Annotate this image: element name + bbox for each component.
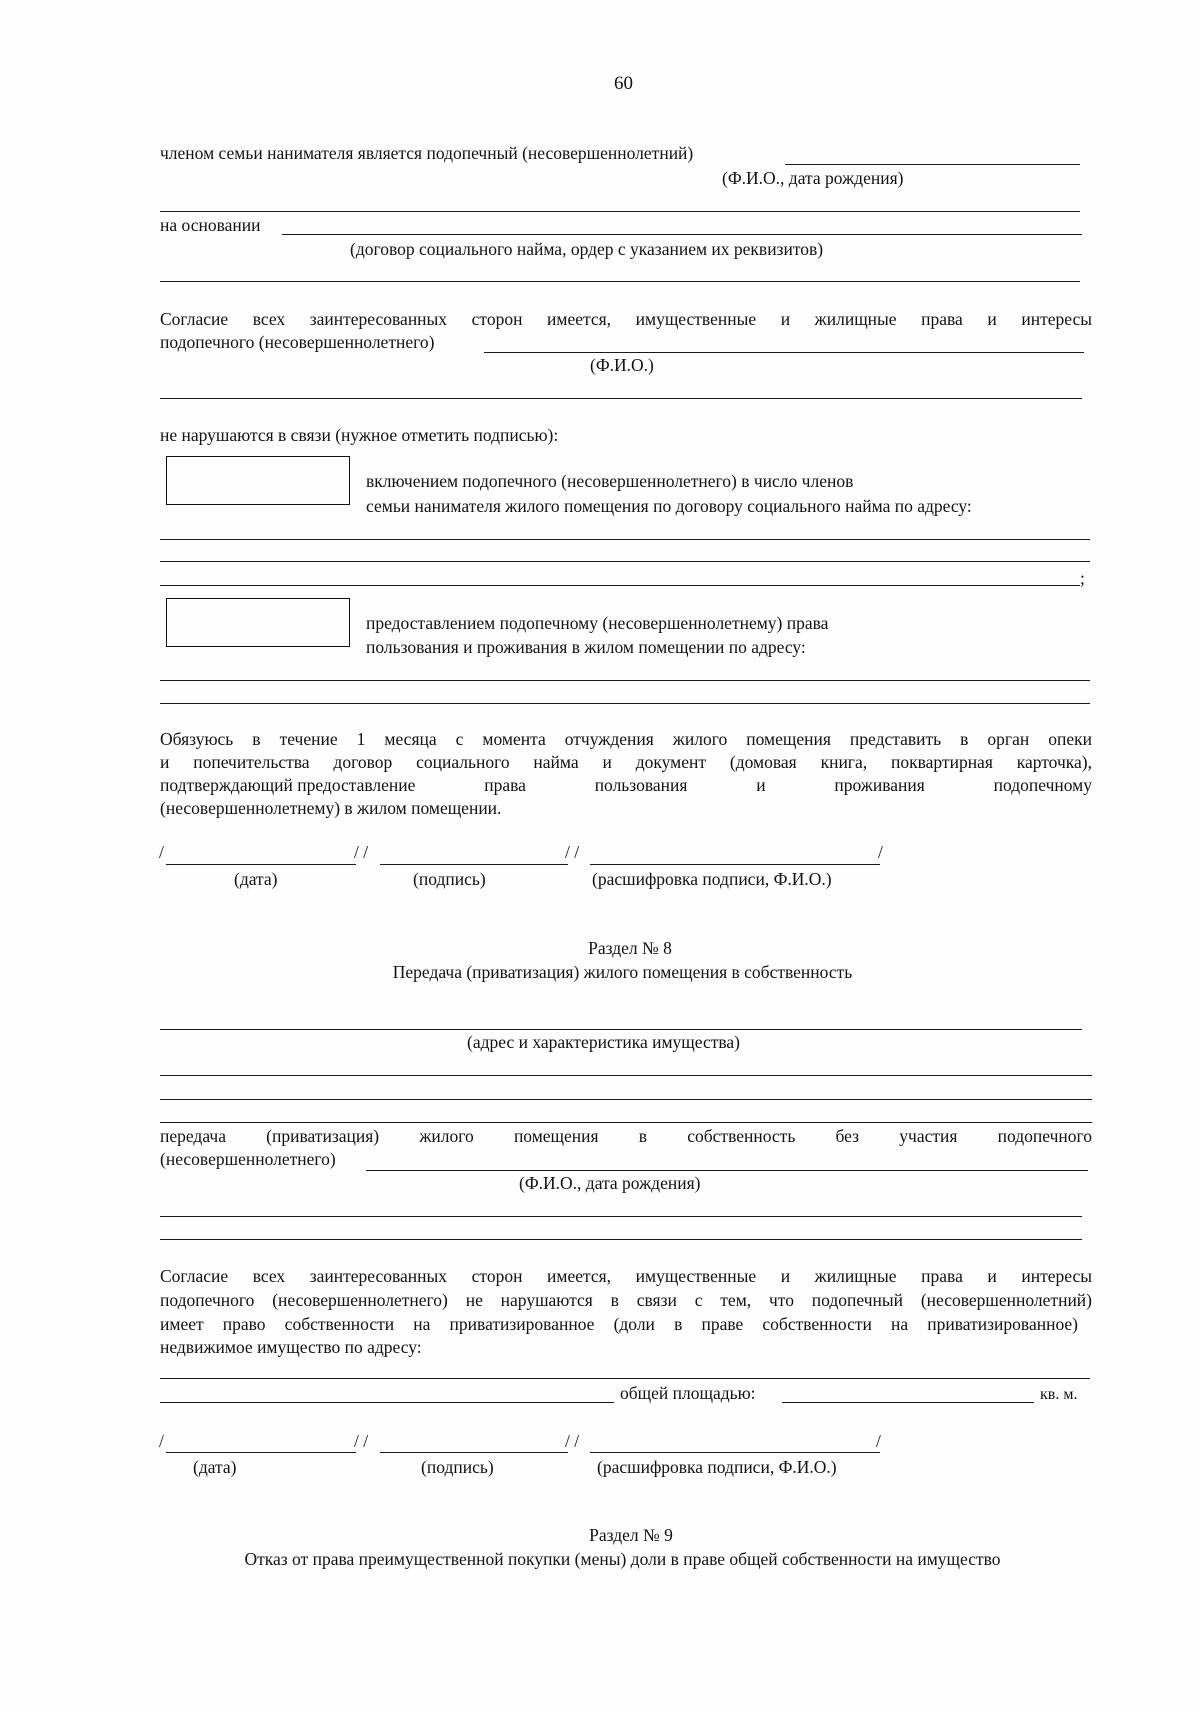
w: (приватизация) <box>266 1126 380 1146</box>
slash: / <box>159 842 164 862</box>
w: имущественные <box>635 309 757 329</box>
w: жилищные <box>814 309 897 329</box>
w: собственность <box>687 1126 796 1146</box>
slash: / / <box>565 842 580 862</box>
option-1-address-2[interactable] <box>160 561 1090 562</box>
obligation-line-4: (несовершеннолетнему) в жилом помещении. <box>160 798 502 818</box>
property-address-field[interactable] <box>160 1029 1082 1030</box>
ward-label-s8: (несовершеннолетнего) <box>160 1149 336 1169</box>
ward-fio-dob-field-3[interactable] <box>160 1239 1082 1240</box>
w: помещения <box>513 1126 599 1146</box>
basis-label: на основании <box>160 215 261 235</box>
area-label: общей площадью: <box>620 1383 756 1403</box>
signature-decode-field-2[interactable] <box>590 1452 880 1453</box>
slash: / <box>159 1431 164 1451</box>
basis-field[interactable] <box>282 234 1082 235</box>
w: Согласие <box>160 309 229 329</box>
obligation-line-2: и попечительства договор социального найма и документ (домовая книга, поквартирная карточка), <box>160 752 1092 772</box>
w: без <box>835 1126 860 1146</box>
ward-name-field[interactable] <box>785 164 1080 165</box>
consent-s8-line-2: подопечного (несовершеннолетнего) не нарушаются в связи с тем, что подопечный (несовершеннолетний) <box>160 1290 1092 1310</box>
w: имеется, <box>547 309 612 329</box>
w: и <box>987 309 997 329</box>
ward-fio-field[interactable] <box>484 352 1084 353</box>
option-2-line-2: пользования и проживания в жилом помещении по адресу: <box>366 637 806 657</box>
w: подопечного <box>997 1126 1092 1146</box>
w: права <box>484 775 526 795</box>
w: и <box>756 775 766 795</box>
option-2-checkbox[interactable] <box>166 598 350 647</box>
basis-field-cont[interactable] <box>160 281 1080 282</box>
w: в <box>638 1126 648 1146</box>
slash: / / <box>565 1431 580 1451</box>
date-field[interactable] <box>166 864 356 865</box>
property-address-s8-2[interactable] <box>160 1402 614 1403</box>
option-1-line-1: включением подопечного (несовершеннолетнего) в число членов <box>366 471 854 491</box>
w: подопечному <box>993 775 1092 795</box>
w: пользования <box>594 775 688 795</box>
transfer-line-1 <box>160 1128 1092 1146</box>
caption-signature-2: (подпись) <box>421 1457 494 1477</box>
w: права <box>921 309 963 329</box>
option-1-address-1[interactable] <box>160 539 1090 540</box>
caption-fio-dob-s8: (Ф.И.О., дата рождения) <box>519 1173 701 1193</box>
section-8-heading: Раздел № 8 <box>588 938 672 958</box>
slash: / / <box>354 1431 369 1451</box>
consent-s8-line-4: недвижимое имущество по адресу: <box>160 1337 422 1357</box>
property-address-field-4[interactable] <box>160 1122 1092 1123</box>
ward-name-field-cont[interactable] <box>160 211 1080 212</box>
w: всех <box>252 309 286 329</box>
signature-field-2[interactable] <box>380 1452 568 1453</box>
option-1-line-2: семьи нанимателя жилого помещения по договору социального найма по адресу: <box>366 496 972 516</box>
caption-date-2: (дата) <box>193 1457 237 1477</box>
w: передача <box>160 1126 226 1146</box>
semicolon: ; <box>1080 568 1085 588</box>
section-9-title: Отказ от права преимущественной покупки (мены) доли в праве общей собственности на имущество <box>244 1549 1001 1569</box>
caption-decode-2: (расшифровка подписи, Ф.И.О.) <box>597 1457 837 1477</box>
section-8-title: Передача (приватизация) жилого помещения в собственность <box>392 962 853 982</box>
slash: / <box>878 842 883 862</box>
w: интересы <box>1021 309 1092 329</box>
option-1-checkbox[interactable] <box>166 456 350 505</box>
caption-decode: (расшифровка подписи, Ф.И.О.) <box>592 869 832 889</box>
obligation-line-1: Обязуюсь в течение 1 месяца с момента отчуждения жилого помещения представить в орган опеки <box>160 729 1092 749</box>
caption-address: (адрес и характеристика имущества) <box>467 1032 741 1052</box>
property-address-field-2[interactable] <box>160 1075 1092 1076</box>
ward-fio-dob-field-2[interactable] <box>160 1216 1082 1217</box>
date-field-2[interactable] <box>166 1452 356 1453</box>
caption-fio: (Ф.И.О.) <box>590 355 654 375</box>
area-field[interactable] <box>782 1402 1034 1403</box>
caption-contract: (договор социального найма, ордер с указанием их реквизитов) <box>350 239 824 259</box>
not-violated-line: не нарушаются в связи (нужное отметить подписью): <box>160 425 559 445</box>
caption-date: (дата) <box>234 869 278 889</box>
caption-fio-dob: (Ф.И.О., дата рождения) <box>722 168 904 188</box>
caption-signature: (подпись) <box>413 869 486 889</box>
consent-line-1 <box>160 311 1092 329</box>
option-2-address-2[interactable] <box>160 703 1090 704</box>
ward-label: подопечного (несовершеннолетнего) <box>160 332 435 352</box>
consent-s8-line-1: Согласие всех заинтересованных сторон имеется, имущественные и жилищные права и интересы <box>160 1266 1092 1286</box>
w: сторон <box>471 309 523 329</box>
option-1-address-3[interactable] <box>160 585 1080 586</box>
obligation-line-3 <box>160 777 1092 795</box>
signature-decode-field[interactable] <box>590 864 880 865</box>
section-9-heading: Раздел № 9 <box>589 1525 673 1545</box>
w: заинтересованных <box>309 309 448 329</box>
page-number: 60 <box>614 73 633 94</box>
property-address-field-3[interactable] <box>160 1099 1092 1100</box>
area-unit: кв. м. <box>1040 1386 1078 1403</box>
option-2-line-1: предоставлением подопечному (несовершеннолетнему) права <box>366 613 829 633</box>
w: участия <box>899 1126 958 1146</box>
w: жилого <box>419 1126 474 1146</box>
family-member-line: членом семьи нанимателя является подопечный (несовершеннолетний) <box>160 143 694 163</box>
slash: / <box>876 1431 881 1451</box>
w: подтверждающий предоставление <box>160 775 416 795</box>
ward-fio-dob-field[interactable] <box>366 1170 1088 1171</box>
ward-fio-field-cont[interactable] <box>160 398 1082 399</box>
slash: / / <box>354 842 369 862</box>
w: проживания <box>834 775 925 795</box>
w: и <box>780 309 791 329</box>
consent-s8-line-3: имеет право собственности на приватизированное (доли в праве собственности на приватизированное) <box>160 1314 1078 1334</box>
signature-field[interactable] <box>380 864 568 865</box>
property-address-s8-1[interactable] <box>160 1378 1090 1379</box>
option-2-address-1[interactable] <box>160 680 1090 681</box>
